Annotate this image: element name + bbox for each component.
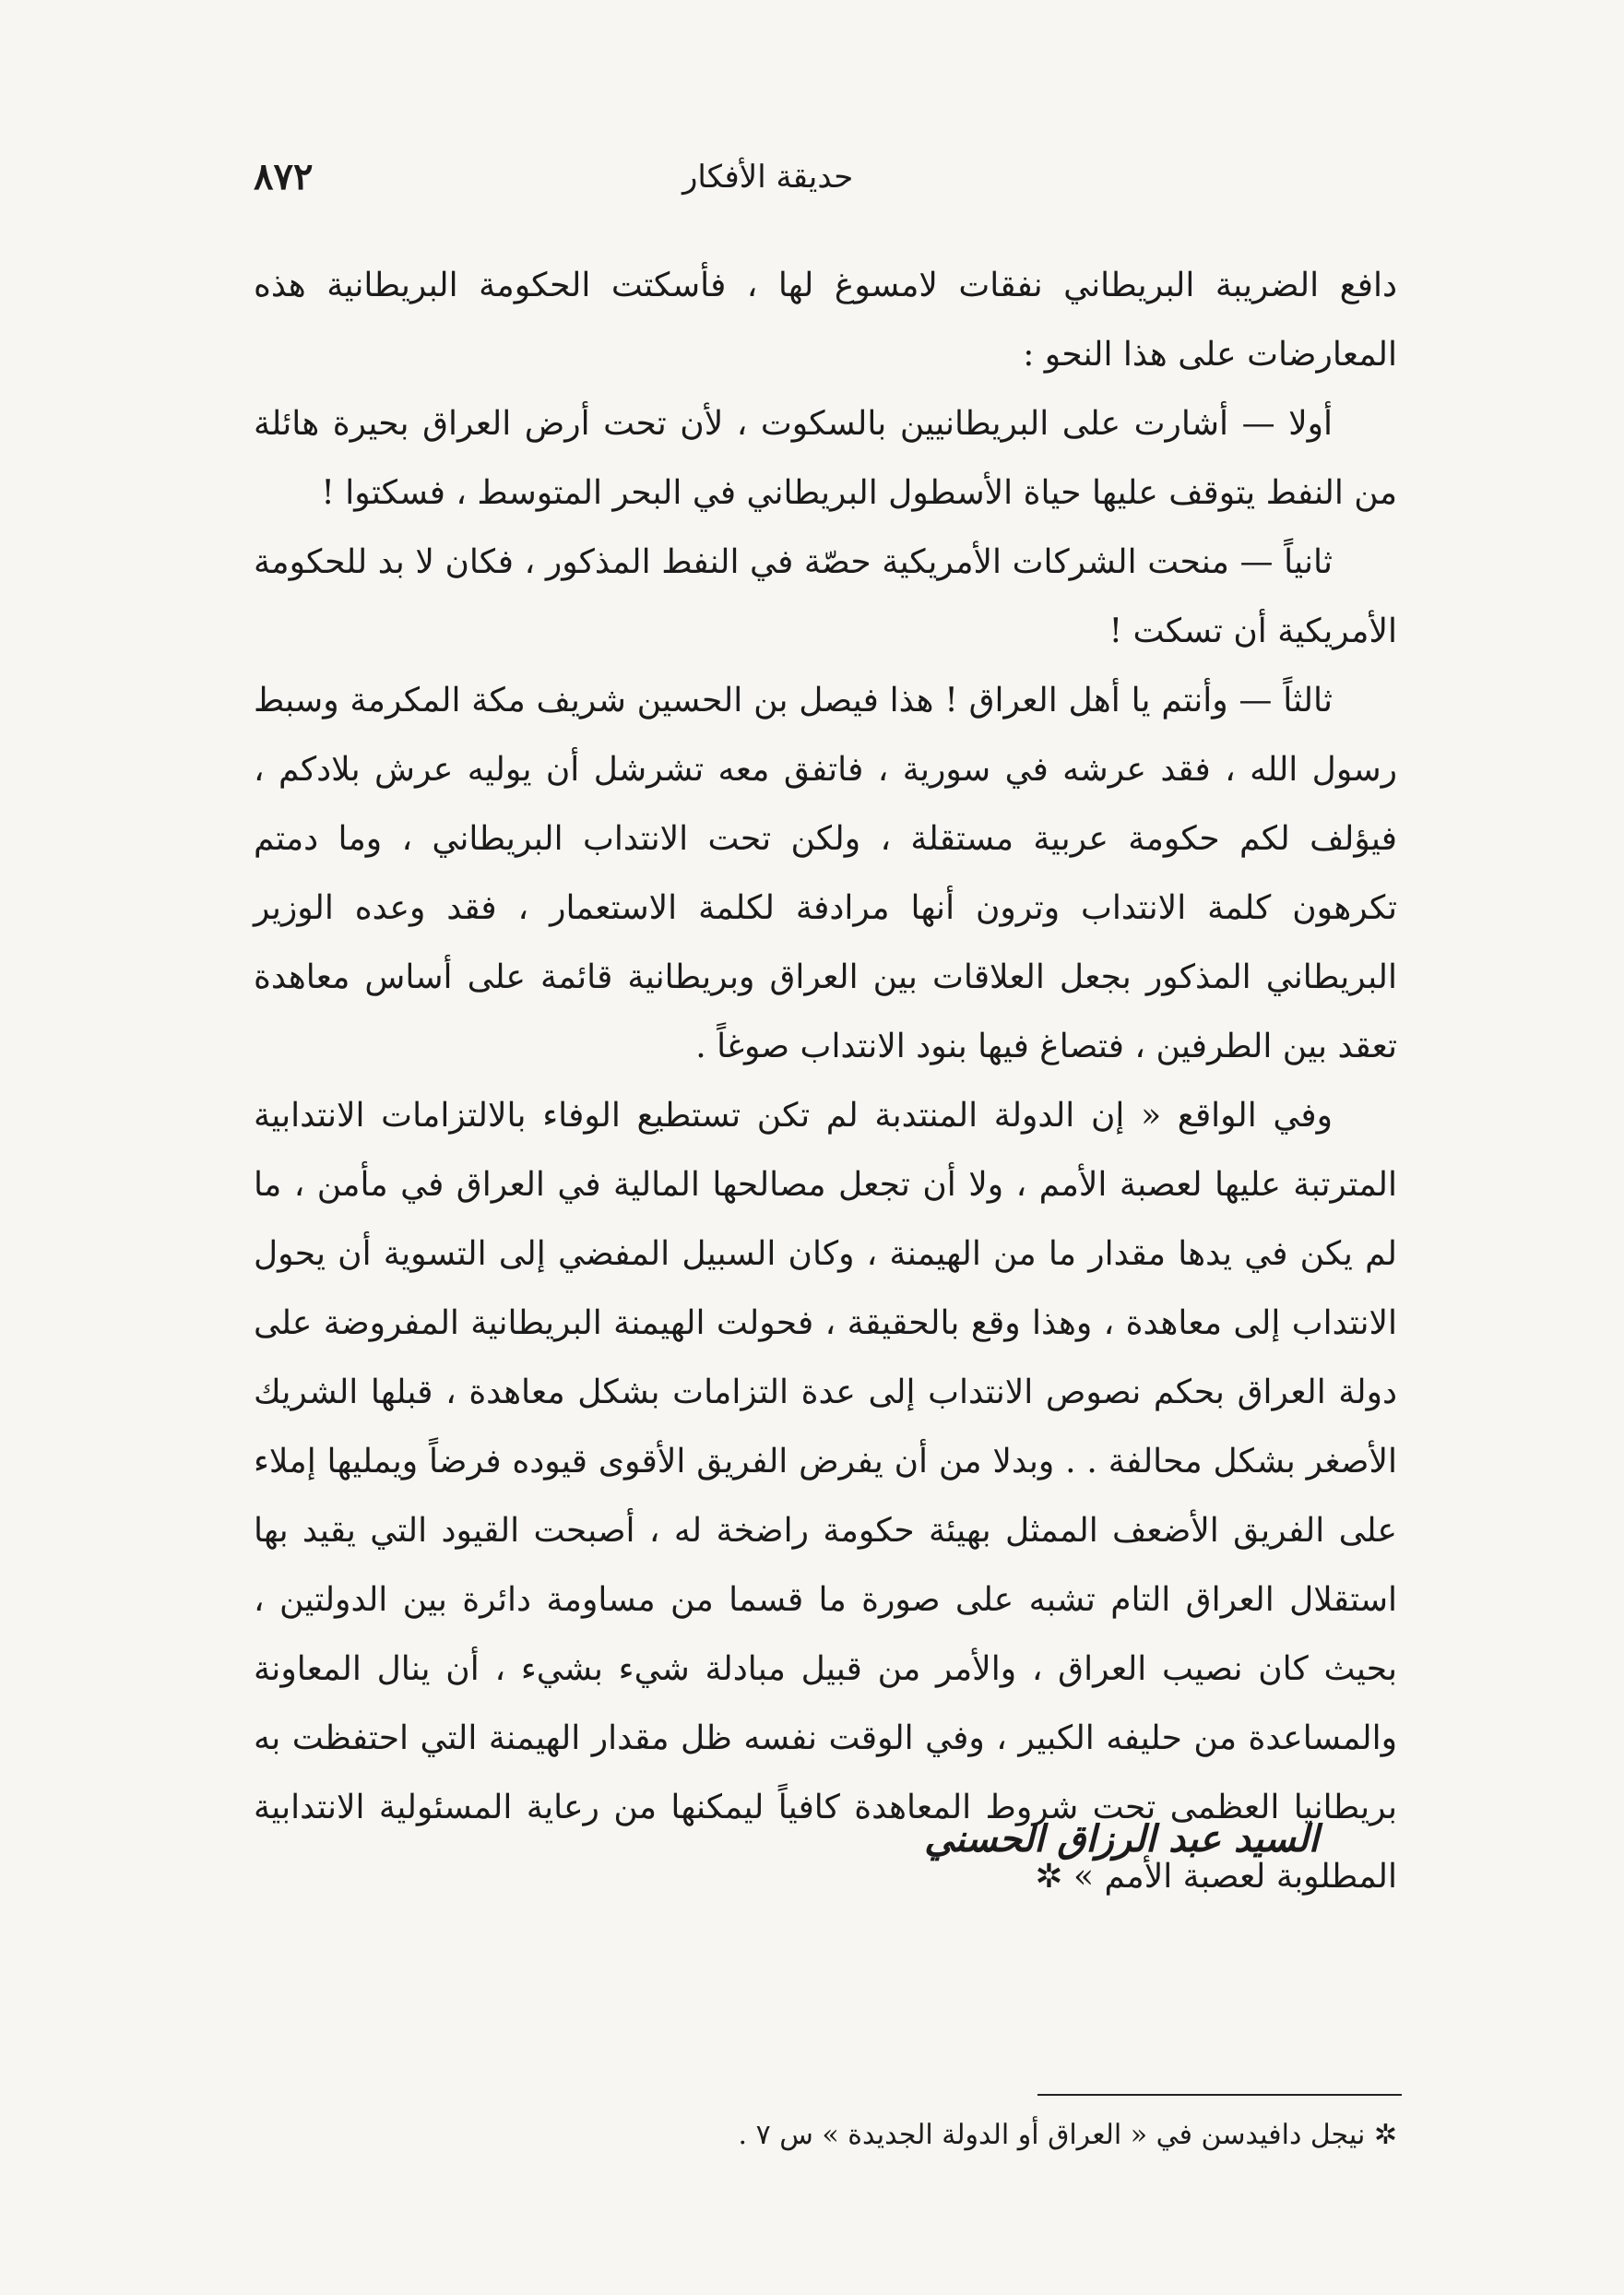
paragraph-quote: وفي الواقع « إن الدولة المنتدبة لم تكن تستطيع الوفاء بالالتزامات الانتدابية المترتبة عليها لعصبة الأمم ، ولا أن تجعل مصالحها المالية في العراق في مأمن ، ما لم يكن في يدها مقدار ما من الهيمنة ، وكان السبيل المفضي إلى التسوية أن يحول الانتداب إلى معاهدة ، وهذا وقع بالحقيقة ، فحولت الهيمنة البريطانية المفروضة على دولة العراق بحكم نصوص الانتداب إلى عدة التزامات بشكل معاهدة ، قبلها الشريك الأصغر بشكل محالفة . . وبدلا من أن يفرض الفريق الأقوى قيوده فرضاً ويمليها إملاء على الفريق الأضعف الممثل بهيئة حكومة راضخة له ، أصبحت القيود التي يقيد بها استقلال العراق التام تشبه على صورة ما قسما من مساومة دائرة بين الدولتين ، بحيث كان نصيب العراق ، والأمر من قبيل مبادلة شيء بشيء ، أن ينال المعاونة والمساعدة من حليفه الكبير ، وفي الوقت نفسه ظل مقدار الهيمنة التي احتفظت به بريطانيا العظمى تحت شروط المعاهدة كافياً ليمكنها من رعاية المسئولية الانتدابية المطلوبة لعصبة الأمم » ✲ — [254, 1097, 1397, 1896]
footnote-divider — [1037, 2094, 1402, 2096]
paragraph-second: ثانياً — منحت الشركات الأمريكية حصّة في النفط المذكور ، فكان لا بد للحكومة الأمريكية أن تسكت ! — [254, 543, 1397, 650]
paragraph-intro: دافع الضريبة البريطاني نفقات لامسوغ لها ، فأسكتت الحكومة البريطانية هذه المعارضات على هذا النحو : — [254, 267, 1397, 374]
footnote: ✲ نيجل دافيدسن في « العراق أو الدولة الجديدة » س ٧ . — [738, 2119, 1397, 2151]
author-signature: السيد عبد الرزاق الحسني — [924, 1817, 1319, 1861]
paragraph-first: أولا — أشارت على البريطانيين بالسكوت ، لأن تحت أرض العراق بحيرة هائلة من النفط يتوقف عليها حياة الأسطول البريطاني في البحر المتوسط ، فسكتوا ! — [254, 405, 1397, 512]
page-number: ٨٧٢ — [254, 155, 314, 198]
body-text — [254, 251, 1397, 1911]
page-header — [254, 155, 1397, 210]
paragraph-third: ثالثاً — وأنتم يا أهل العراق ! هذا فيصل بن الحسين شريف مكة المكرمة وسبط رسول الله ، فقد عرشه في سورية ، فاتفق معه تشرشل أن يوليه عرش بلادكم ، فيؤلف لكم حكومة عربية مستقلة ، ولكن تحت الانتداب البريطاني ، وما دمتم تكرهون كلمة الانتداب وترون أنها مرادفة لكلمة الاستعمار ، فقد وعده الوزير البريطاني المذكور بجعل العلاقات بين العراق وبريطانية قائمة على أساس معاهدة تعقد بين الطرفين ، فتصاغ فيها بنود الانتداب صوغاً . — [254, 682, 1397, 1065]
running-title: حديقة الأفكار — [682, 159, 854, 196]
